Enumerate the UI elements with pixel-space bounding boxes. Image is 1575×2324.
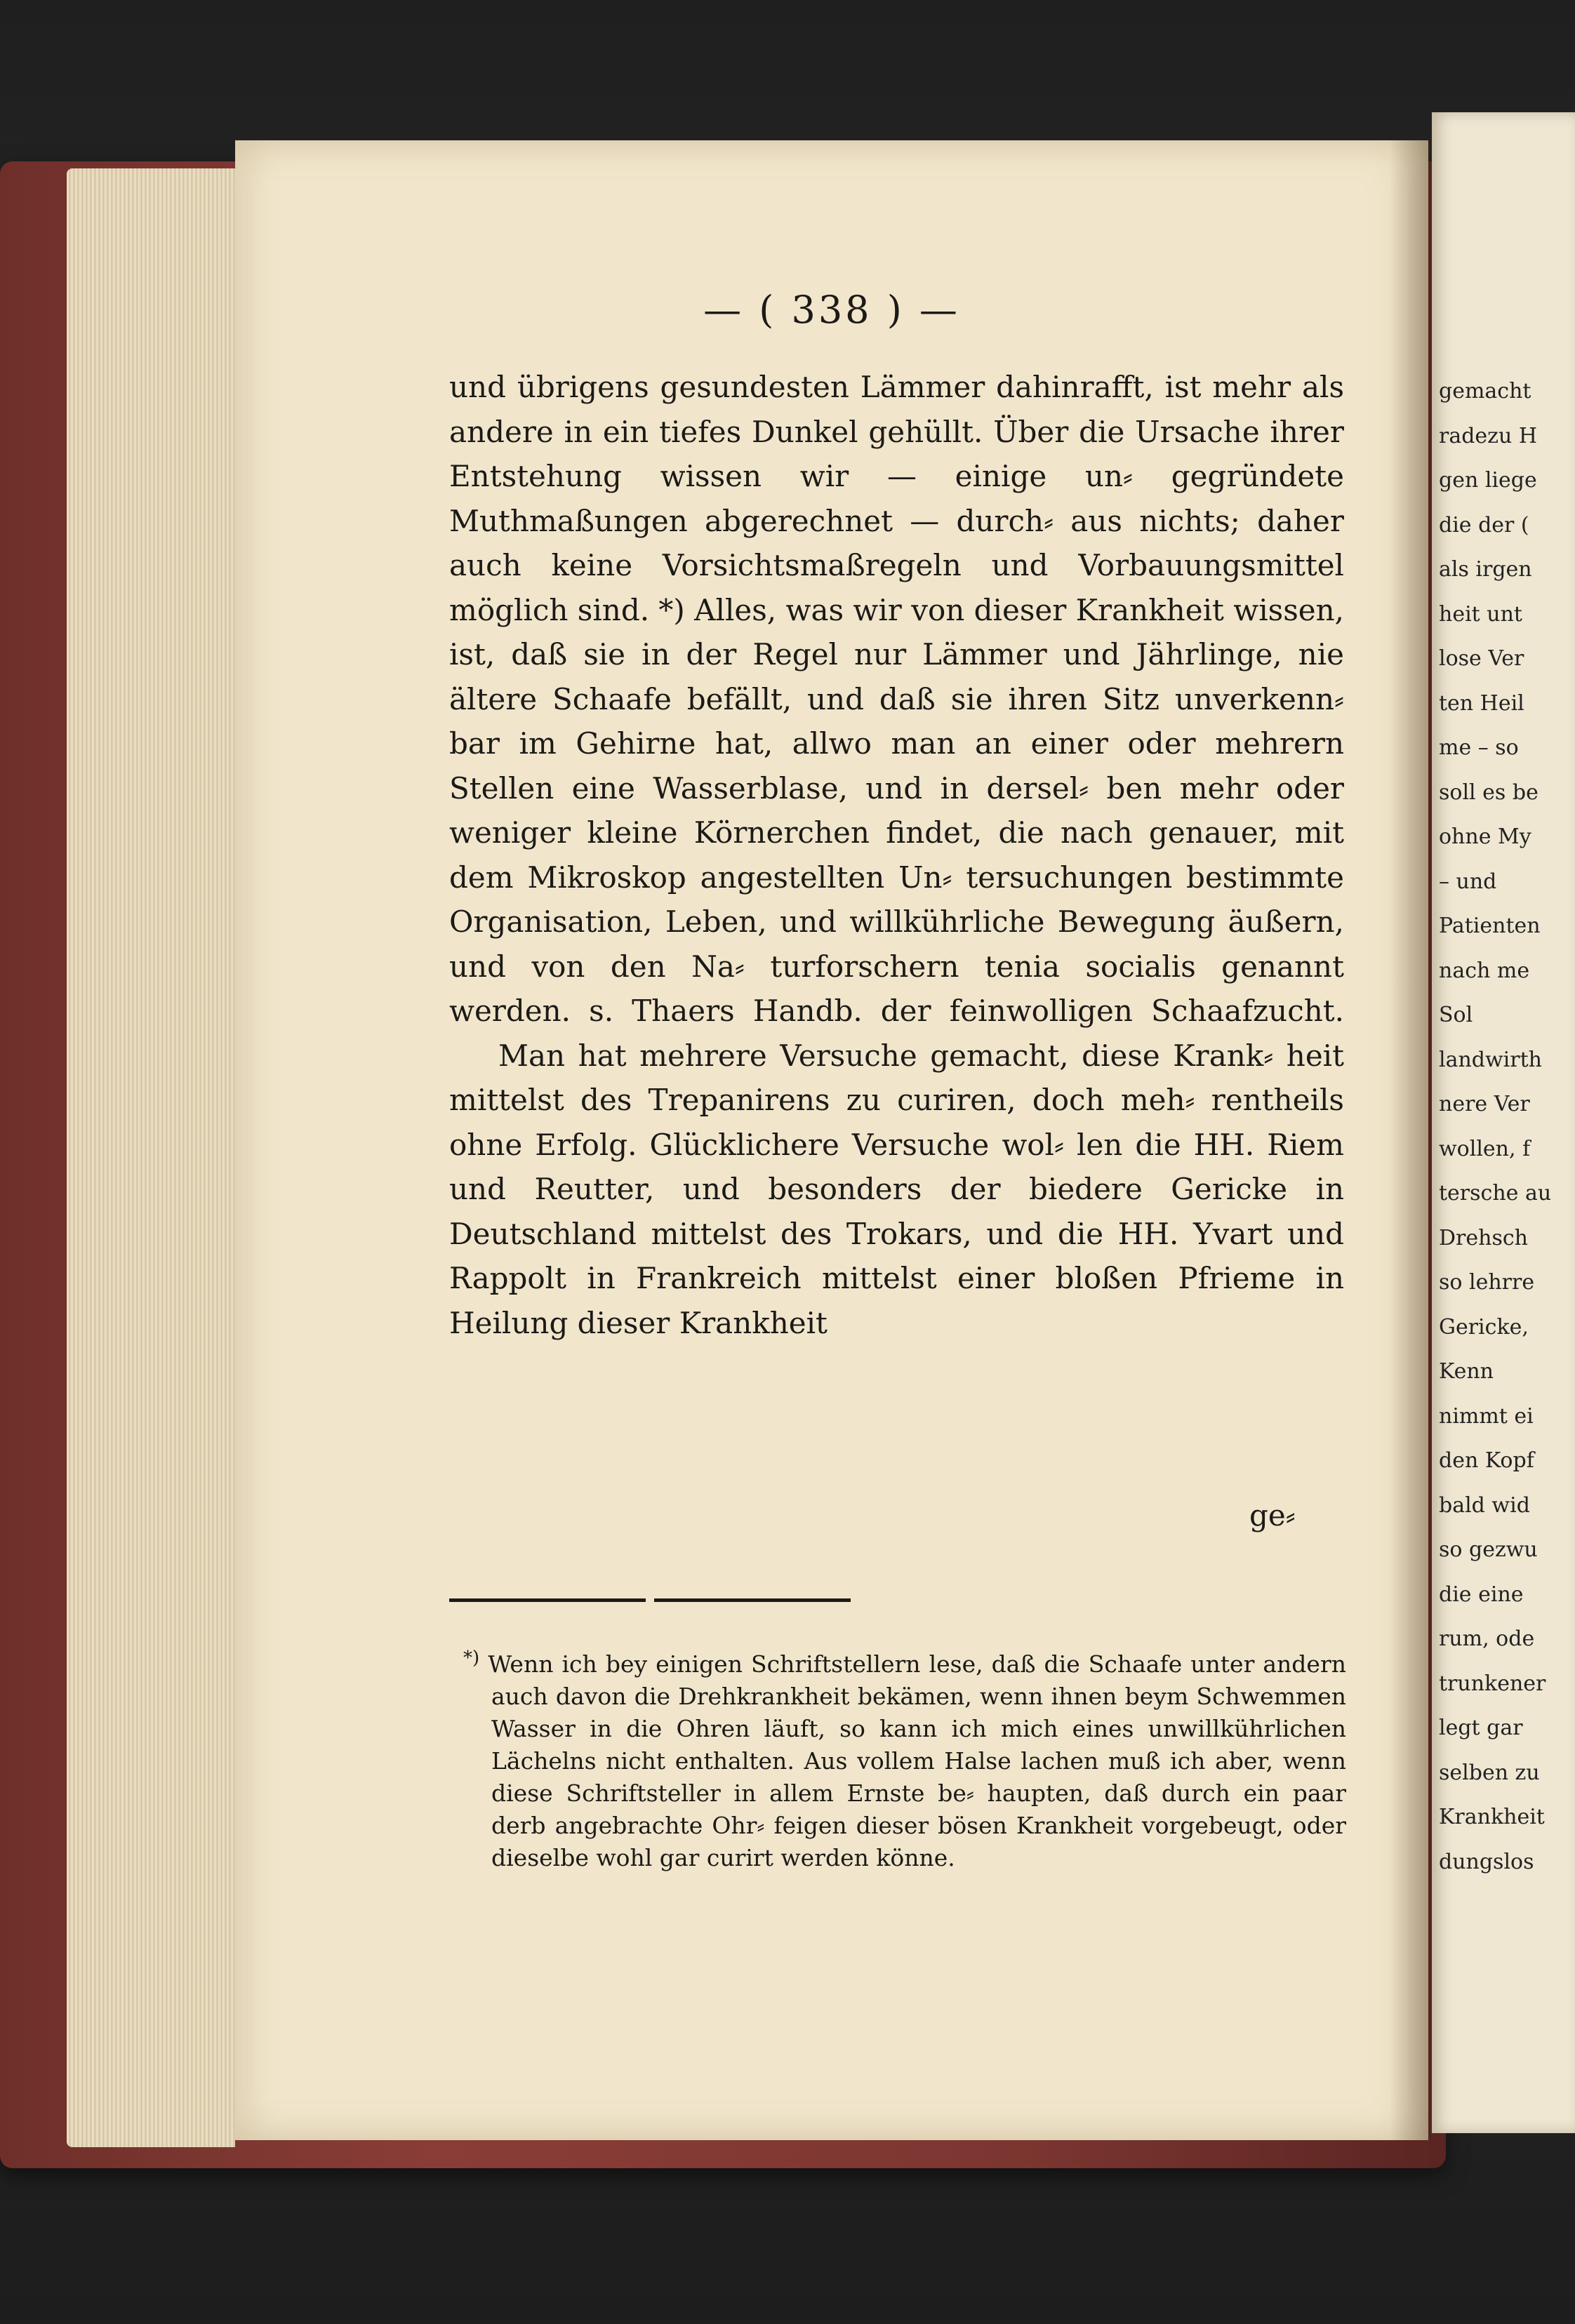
paragraph-1: und übrigens gesundesten Lämmer dahinrafft, ist mehr als andere in ein tiefes Dunkel gehüllt. Über die Ursache ihrer Entstehung wissen wir — einige un⸗ gegründete Muthmaßungen abgerechnet — durch⸗ aus nichts; daher auch keine Vorsichtsmaßregeln und Vorbauungsmittel möglich sind. *) Alles, was wir von dieser Krankheit wissen, ist, daß sie in der Regel nur Lämmer und Jährlinge, nie ältere Schaafe befällt, und daß sie ihren Sitz unverkenn⸗ bar im Gehirne hat, allwo man an einer oder mehrern Stellen eine Wasserblase, und in dersel⸗ ben mehr oder weniger kleine Körnerchen findet, die nach genauer, mit dem Mikroskop angestellten Un⸗ tersuchungen bestimmte Organisation, Leben, und willkührliche Bewegung äußern, und von den Na⸗ turforschern tenia socialis genannt werden. s. Thaers Handb. der feinwolligen Schaafzucht. [449,370,1344,1028]
facing-page-line: als irgen [1439,557,1532,582]
footnote-rule-right [654,1598,851,1602]
gutter-shadow [1390,140,1432,2140]
facing-page-line: Patienten [1439,914,1541,938]
facing-page-line: selben zu [1439,1760,1540,1785]
facing-page-line: gemacht [1439,379,1531,403]
facing-page-line: gen liege [1439,468,1537,493]
footnote-mark: *) [463,1648,480,1669]
facing-page-line: rum, ode [1439,1627,1535,1651]
facing-page-line: tersche au [1439,1181,1552,1206]
page-edges [67,168,235,2147]
footnote [463,1642,1346,1874]
facing-page-line: Sol [1439,1003,1473,1027]
facing-page-line: heit unt [1439,601,1522,627]
facing-page-line: nach me [1439,958,1530,983]
facing-page-line: me – so [1439,735,1519,760]
facing-page-line: – und [1439,869,1497,894]
page-number: — ( 338 ) — [703,288,960,332]
footnote-rule-left [449,1598,646,1602]
facing-page-line: die der ( [1439,512,1529,537]
facing-page-line: radezu H [1439,423,1538,448]
footnote-text: Wenn ich bey einigen Schriftstellern lese, daß die Schaafe unter andern auch davon die Drehkrankheit bekämen, wenn ihnen beym Schwemmen Wasser in die Ohren läuft, so kann ich mich eines unwillkührlichen Lächelns nicht enthalten. Aus vollem Halse lachen muß ich aber, wenn diese Schriftsteller in allem Ernste be⸗ haupten, daß durch ein paar derb angebrachte Ohr⸗ feigen dieser bösen Krankheit vorgebeugt, oder dieselbe wohl gar curirt werden könne. [488,1650,1346,1871]
facing-page-line: wollen, f [1439,1136,1531,1161]
facing-page-line: so gezwu [1439,1537,1538,1562]
facing-page-line: soll es be [1439,780,1539,805]
facing-page-line: dungslos [1439,1849,1534,1874]
facing-page-line: ohne My [1439,824,1531,849]
facing-page-line: Kenn [1439,1359,1494,1384]
facing-page-line: nere Ver [1439,1092,1530,1116]
facing-page-line: trunkener [1439,1671,1546,1696]
facing-page-line: Krankheit [1439,1805,1545,1829]
facing-page-line: Drehsch [1439,1225,1528,1250]
facing-page-line: nimmt ei [1439,1403,1534,1429]
paragraph-2: Man hat mehrere Versuche gemacht, diese Krank⸗ heit mittelst des Trepanirens zu curiren, doch meh⸗ rentheils ohne Erfolg. Glücklichere Versuche wol⸗ len die HH. Riem und Reutter, und besonders der biedere Gericke in Deutschland mittelst des Trokars, und die HH. Yvart und Rappolt in Frankreich mittelst einer bloßen Pfrieme in Heilung dieser Krankheit [449,1038,1344,1340]
main-text [449,365,1344,1345]
facing-page-line: Gericke, [1439,1314,1529,1340]
facing-page-line: ten Heil [1439,690,1524,716]
facing-page-line: landwirth [1439,1047,1542,1072]
footnote-paragraph [463,1642,1346,1874]
catchword: ge⸗ [1249,1498,1296,1532]
facing-page-line: den Kopf [1439,1448,1534,1473]
facing-page-line: legt gar [1439,1716,1523,1740]
facing-page-line: die eine [1439,1582,1524,1607]
facing-page-line: so lehrre [1439,1270,1535,1295]
facing-page [1432,112,1575,2133]
facing-page-line: bald wid [1439,1492,1530,1518]
facing-page-line: lose Ver [1439,646,1524,671]
